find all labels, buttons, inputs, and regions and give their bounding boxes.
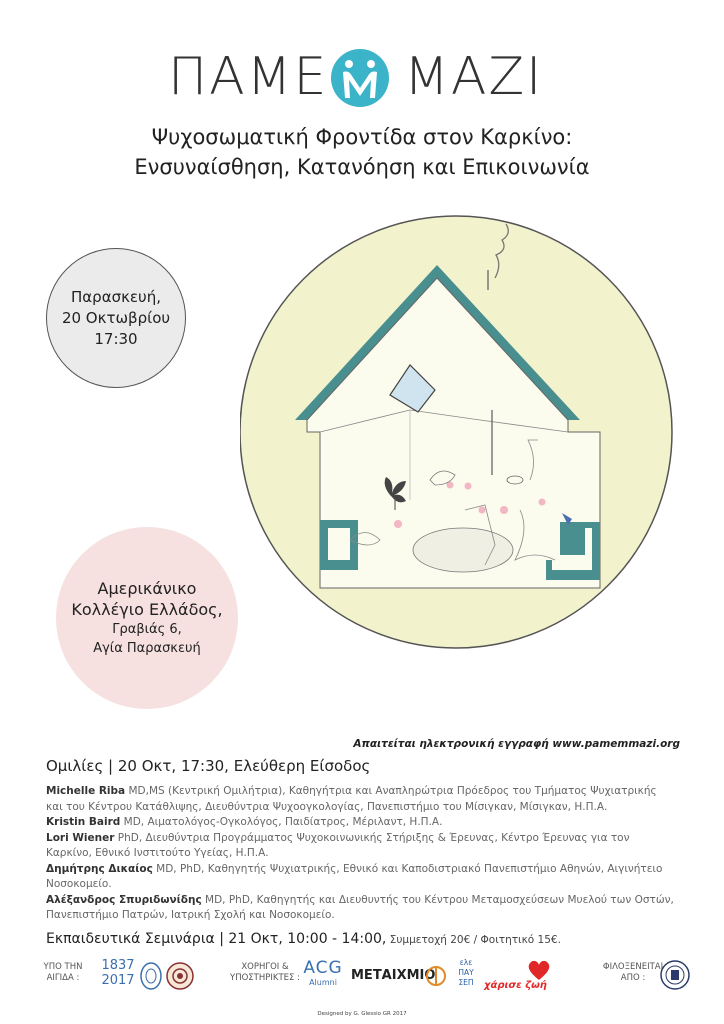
speaker-details: MD, PhD, Καθηγητής Ψυχιατρικής, Εθνικό και Καποδιστριακό Πανεπιστήμιο Αθηνών, Αιγινήτειο Νοσοκομείο. (46, 862, 663, 890)
speaker-name: Αλέξανδρος Σπυριδωνίδης (46, 893, 202, 906)
speaker-entry (46, 784, 676, 815)
metaixmio-logo: ΜΕΤΑΙΧΜΙΟ (351, 968, 436, 983)
venue-name-line-2: Κολλέγιο Ελλάδος, (71, 600, 223, 619)
house-illustration (240, 210, 680, 660)
seminars-heading: Εκπαιδευτικά Σεμινάρια | 21 Οκτ, 10:00 - 14:00, (46, 931, 387, 947)
venue-name-line-1: Αμερικάνικο (97, 579, 197, 598)
speaker-entry (46, 893, 676, 924)
logo-word-mazi: ΜΑΖΙ (404, 47, 544, 107)
anniversary-logo: 1837 2017 (101, 958, 135, 988)
two-people-icon (330, 48, 390, 108)
sponsors-row (40, 958, 690, 998)
host-college-seal-icon (660, 960, 690, 990)
event-title-line-2: Ενσυναίσθηση, Κατανόηση και Επικοινωνία (134, 155, 590, 179)
speaker-entry (46, 831, 676, 862)
speaker-details: MD,MS (Κεντρική Ομιλήτρια), Καθηγήτρια και Αναπληρώτρια Πρόεδρος του Τμήματος Ψυχιατρικής και του Κέντρου Κατάθλιψης, Διευθύντρια Ψυχοογκολογίας, Πανεπιστήμιο του Μίσιγκαν, Μίσιγκαν, Η.Π.Α. (46, 785, 657, 813)
speaker-name: Lori Wiener (46, 831, 115, 844)
logo (0, 42, 724, 112)
speaker-name: Michelle Riba (46, 785, 126, 797)
date-circle (46, 248, 186, 388)
auspices-label: ΥΠΟ ΤΗΝ ΑΙΓΙΔΑ : (43, 962, 83, 983)
logo-word-pame: ΠΑΜΕ (168, 47, 329, 107)
event-title-line-1: Ψυχοσωματική Φροντίδα στον Καρκίνο: (151, 125, 573, 149)
speaker-details: MD, PhD, Καθηγητής και Διευθυντής του Κέντρου Μεταμοσχεύσεων Μυελού των Οστών, Πανεπιστήμιο Πατρών, Ιατρική Σχολή και Νοσοκομείο. (46, 893, 674, 921)
designer-credit: Designed by G. Glessio GR 2017 (317, 1011, 407, 1017)
sponsors-label: ΧΟΡΗΓΟΙ & ΥΠΟΣΤΗΡΙΚΤΕΣ : (230, 962, 300, 983)
date-weekday: Παρασκευή, (71, 287, 161, 306)
speaker-name: Δημήτρης Δικαίος (46, 862, 153, 875)
speakers-list (46, 784, 676, 924)
venue-circle (56, 527, 238, 709)
xarise-zoi-logo: χάρισε ζωή (484, 958, 556, 994)
speaker-entry (46, 862, 676, 893)
speaker-name: Kristin Baird (46, 816, 121, 828)
elepsep-logo: ελε ΠΑΥ ΣΕΠ (458, 958, 474, 987)
talks-heading: Ομιλίες | 20 Οκτ, 17:30, Ελεύθερη Είσοδος (46, 757, 371, 775)
seminars-line (46, 931, 686, 947)
seminars-fee: Συμμετοχή 20€ / Φοιτητικό 15€. (386, 934, 561, 946)
date-day: 20 Οκτωβρίου (61, 308, 171, 327)
speaker-details: MD, Αιματολόγος-Ογκολόγος, Παιδίατρος, Μέριλαντ, Η.Π.Α. (120, 816, 443, 828)
event-title (0, 122, 724, 182)
speaker-entry (46, 815, 676, 831)
venue-area: Αγία Παρασκευή (93, 641, 201, 656)
date-time: 17:30 (94, 329, 138, 348)
host-label: ΦΙΛΟΞΕΝΕΙΤΑΙ ΑΠΟ : (602, 962, 664, 983)
heart-icon (526, 958, 552, 982)
university-seal-icon (140, 962, 162, 990)
organization-logo-icon (426, 964, 446, 988)
registration-notice: Απαιτείται ηλεκτρονική εγγραφή www.pamemmazi.org (353, 738, 680, 750)
medical-society-seal-icon (166, 962, 194, 990)
venue-street: Γραβιάς 6, (112, 622, 182, 637)
speaker-details: PhD, Διευθύντρια Προγράμματος Ψυχοκοινωνικής Στήριξης & Έρευνας, Κέντρο Έρευνας για τον Καρκίνο, Εθνικό Ινστιτούτο Υγείας, Η.Π.Α. (46, 831, 630, 859)
acg-alumni-logo: ACG Alumni (303, 958, 343, 987)
